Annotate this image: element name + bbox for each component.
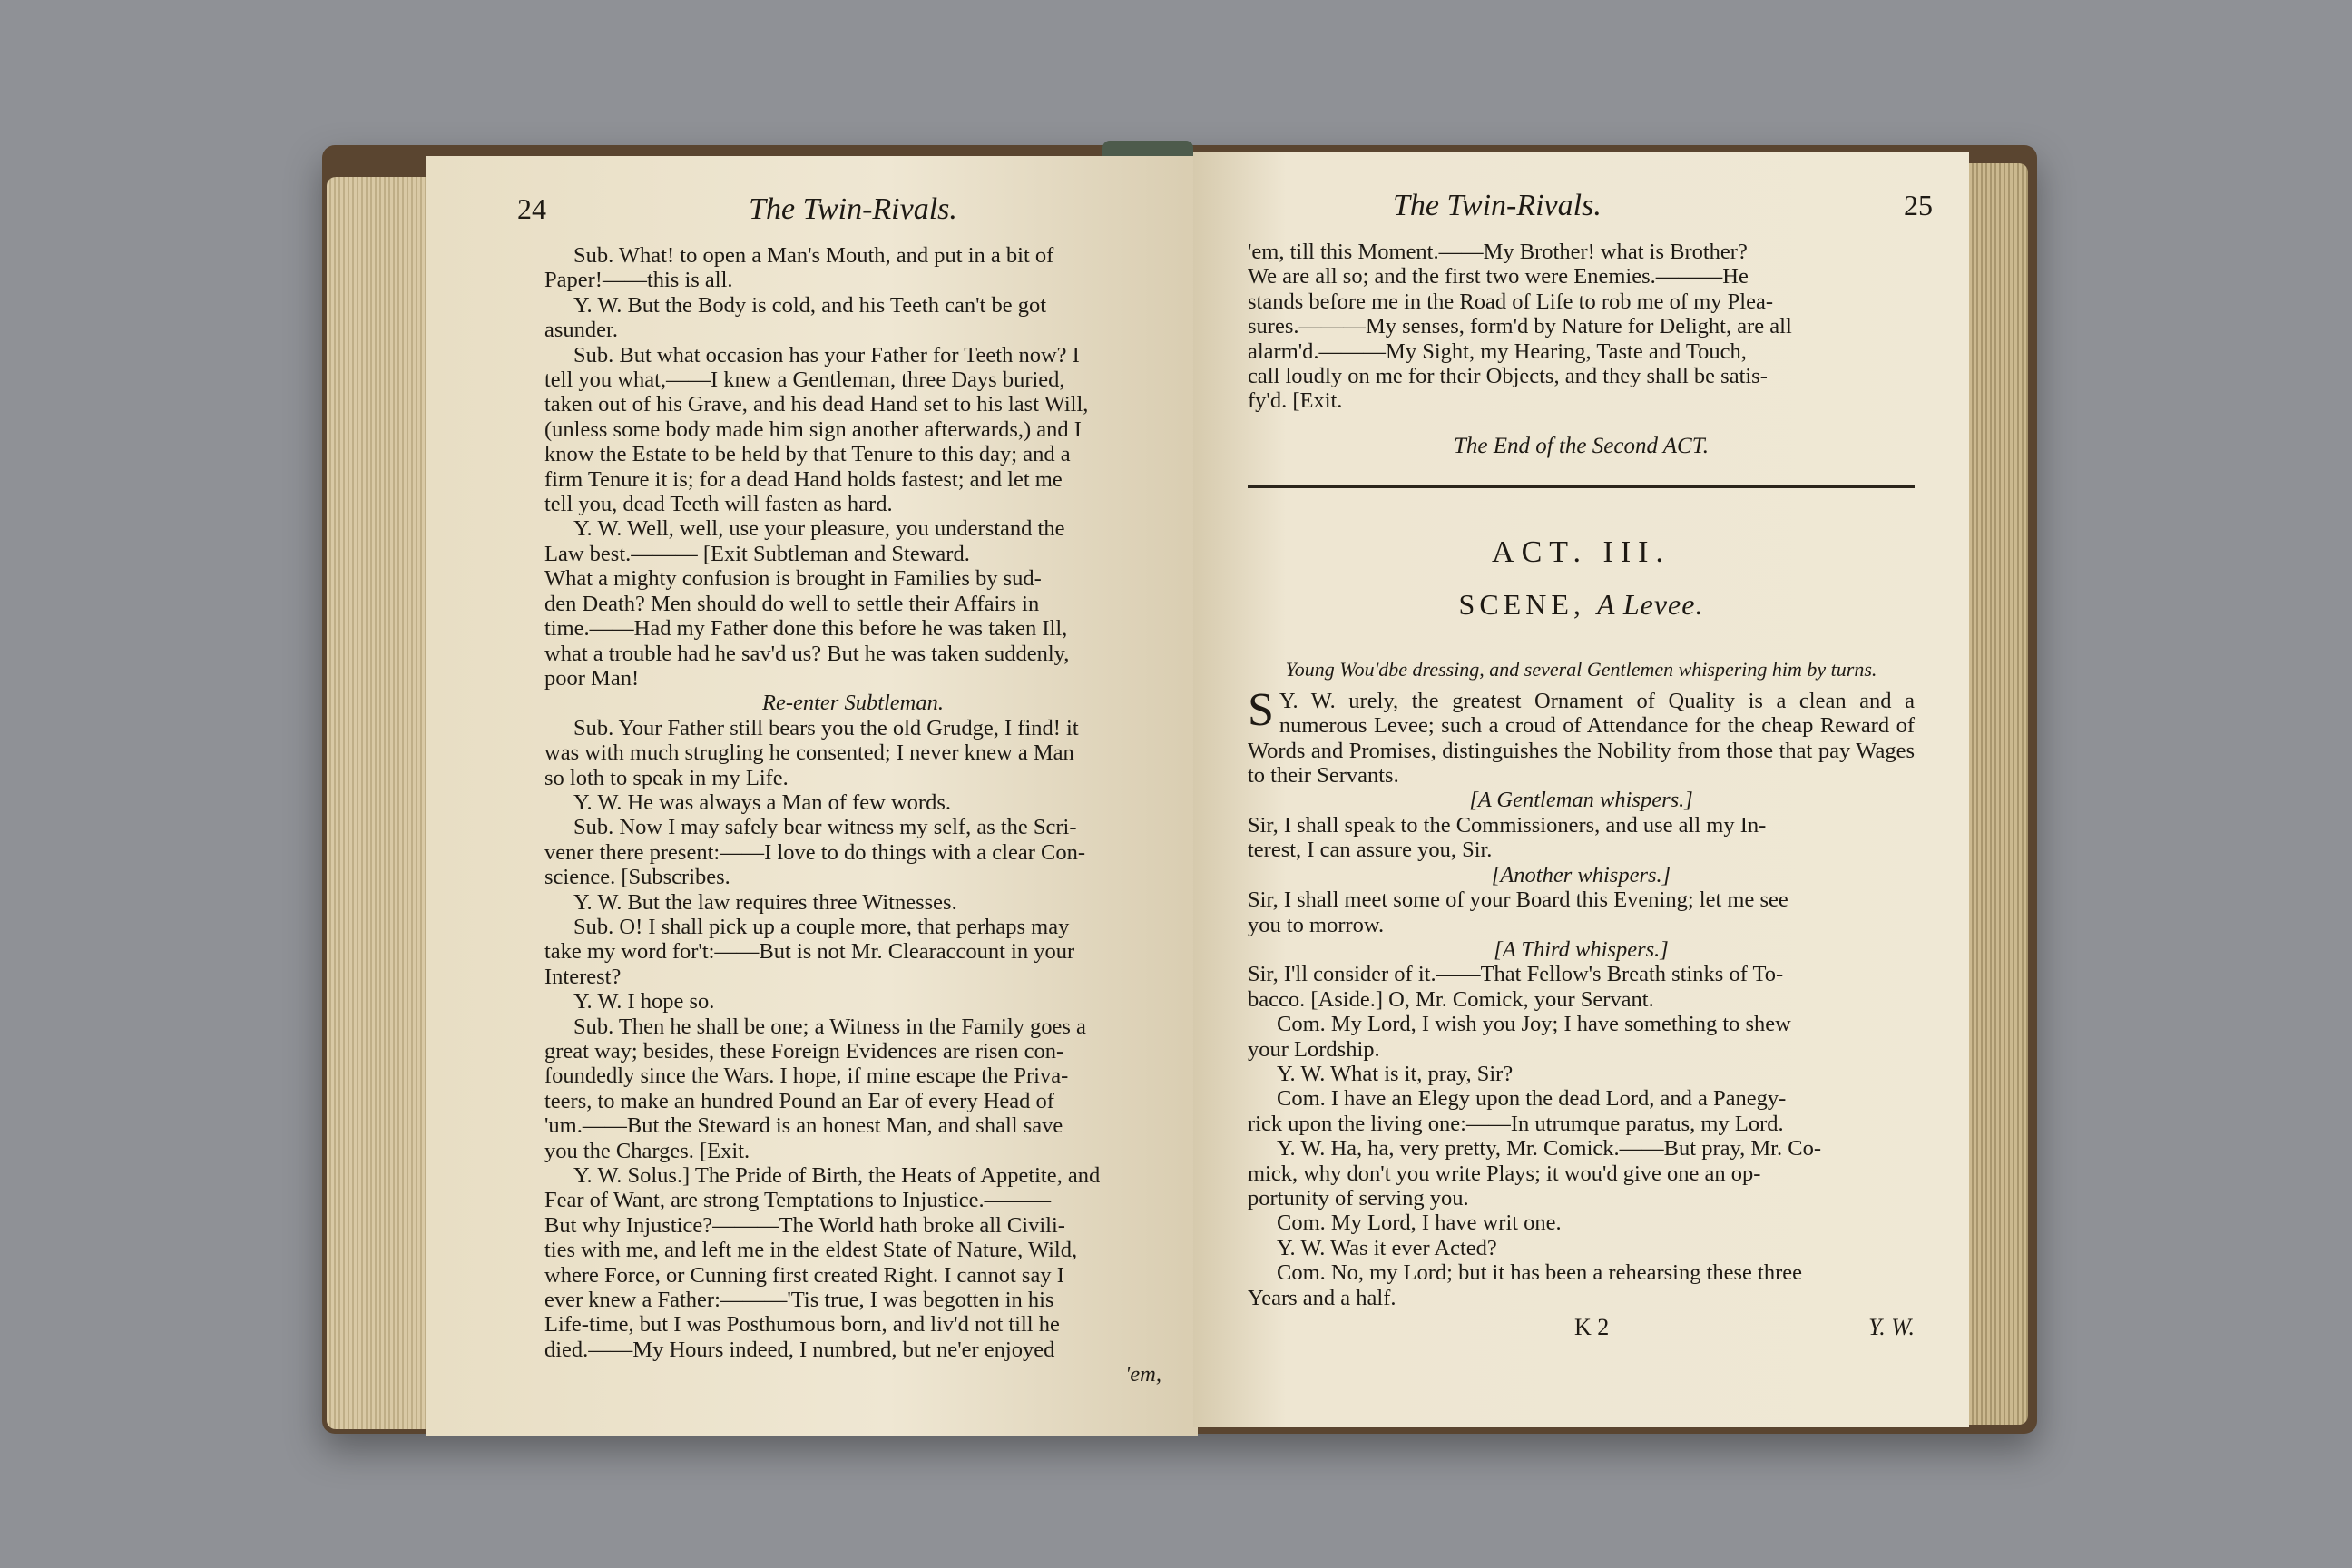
text-line: take my word for't:——But is not Mr. Clearaccount in your	[544, 939, 1075, 965]
text-line: Sub. But what occasion has your Father for Teeth now? I	[573, 342, 1080, 368]
text-line: time.——Had my Father done this before he was taken Ill,	[544, 616, 1068, 642]
text-line: Fear of Want, are strong Temptations to Injustice.———	[544, 1188, 1052, 1213]
text-line: tell you what,——I knew a Gentleman, three Days buried,	[544, 368, 1065, 393]
divider-rule	[1248, 485, 1915, 488]
text-line: Y. W. Was it ever Acted?	[1277, 1235, 1497, 1260]
text-line: Y. W. But the Body is cold, and his Teeth can't be got	[573, 292, 1047, 318]
text-line: portunity of serving you.	[1248, 1185, 1469, 1210]
text-line: taken out of his Grave, and his dead Hand set to his last Will,	[544, 392, 1089, 417]
text-line: call loudly on me for their Objects, and they shall be satis-	[1248, 364, 1768, 389]
text-line: Sir, I'll consider of it.——That Fellow's Breath stinks of To-	[1248, 962, 1784, 987]
text-line: Y. W. Ha, ha, very pretty, Mr. Comick.——But pray, Mr. Co-	[1277, 1136, 1821, 1161]
text-line: Interest?	[544, 964, 622, 989]
drop-capital: S	[1248, 683, 1274, 736]
act-heading: ACT. III.	[1492, 534, 1671, 569]
text-line: what a trouble had he sav'd us? But he was taken suddenly,	[544, 641, 1070, 666]
text-line: Sir, I shall meet some of your Board this Evening; let me see	[1248, 887, 1788, 913]
text-line: you to morrow.	[1248, 912, 1385, 937]
text-line: Y. W. But the law requires three Witnesses.	[573, 889, 957, 915]
right-page-bottom-text	[1248, 788, 1915, 1310]
text-line: [A Third whispers.]	[1494, 936, 1669, 962]
text-line: 'em, till this Moment.——My Brother! what is Brother?	[1248, 240, 1748, 264]
page-edges-right	[1965, 163, 2028, 1425]
text-line: rick upon the living one:——In utrumque paratus, my Lord.	[1248, 1111, 1784, 1136]
end-of-act: The End of the Second ACT.	[1454, 433, 1709, 458]
right-page-number: 25	[1904, 189, 1933, 221]
text-line: Y. W. What is it, pray, Sir?	[1277, 1061, 1514, 1086]
scene-word: SCENE,	[1458, 587, 1585, 621]
text-line: mick, why don't you write Plays; it wou'd give one an op-	[1248, 1161, 1761, 1186]
text-line: [Another whispers.]	[1491, 862, 1671, 887]
left-catchword: 'em,	[1125, 1362, 1161, 1387]
text-line: your Lordship.	[1248, 1036, 1380, 1062]
left-page	[426, 156, 1198, 1436]
text-line: den Death? Men should do well to settle their Affairs in	[544, 591, 1040, 616]
first-speech	[1248, 683, 1916, 789]
text-line: Sub. O! I shall pick up a couple more, that perhaps may	[573, 914, 1070, 939]
text-line: Life-time, but I was Posthumous born, and liv'd not till he	[544, 1312, 1060, 1338]
text-line: vener there present:——I love to do things with a clear Con-	[544, 839, 1085, 865]
text-line: Re-enter Subtleman.	[761, 691, 945, 716]
scene-heading	[1248, 588, 1915, 622]
text-line: firm Tenure it is; for a dead Hand holds fastest; and let me	[544, 466, 1063, 492]
text-line: know the Estate to be held by that Tenure to this day; and a	[544, 442, 1071, 467]
text-line: Com. I have an Elegy upon the dead Lord, and a Panegy-	[1277, 1086, 1787, 1112]
text-line: Years and a half.	[1248, 1285, 1396, 1310]
right-page	[1193, 152, 1969, 1427]
text-line: was with much strugling he consented; I never knew a Man	[544, 740, 1074, 766]
text-line: fy'd. [Exit.	[1248, 388, 1343, 414]
text-line: Y. W. He was always a Man of few words.	[573, 789, 951, 815]
text-line: Sub. Then he shall be one; a Witness in the Family goes a	[573, 1014, 1086, 1039]
scene-subtitle: A Levee.	[1596, 587, 1704, 621]
first-speech-text: urely, the greatest Ornament of Quality is a clean and a numerous Levee; such a croud of Attendance for the cheap Reward of Words and Promises, distinguishes the Nobility from those that pay Wages to their Servants.	[1248, 688, 1916, 789]
right-running-head	[1248, 189, 1933, 240]
text-line: poor Man!	[544, 665, 640, 691]
left-page-text	[544, 243, 1161, 1362]
signature-mark: K 2	[1574, 1314, 1610, 1340]
text-line: great way; besides, these Foreign Evidences are risen con-	[544, 1039, 1064, 1063]
text-line: alarm'd.———My Sight, my Hearing, Taste and Touch,	[1248, 338, 1747, 364]
left-running-title: The Twin-Rivals.	[749, 192, 957, 226]
text-line: terest, I can assure you, Sir.	[1248, 838, 1493, 863]
text-line: tell you, dead Teeth will fasten as hard.	[544, 492, 893, 517]
text-line: Sub. Now I may safely bear witness my self, as the Scri-	[573, 815, 1077, 840]
page-footer	[1248, 1314, 1915, 1341]
text-line: What a mighty confusion is brought in Families by sud-	[544, 566, 1042, 592]
text-line: you the Charges. [Exit.	[544, 1138, 750, 1163]
text-line: ties with me, and left me in the eldest State of Nature, Wild,	[544, 1238, 1078, 1263]
text-line: Y. W. Well, well, use your pleasure, you understand the	[573, 516, 1065, 542]
text-line: Com. My Lord, I have writ one.	[1277, 1210, 1562, 1236]
text-line: Com. No, my Lord; but it has been a rehearsing these three	[1277, 1260, 1802, 1286]
text-line: Sub. Your Father still bears you the old Grudge, I find! it	[573, 715, 1079, 740]
text-line: sures.———My senses, form'd by Nature for Delight, are all	[1248, 314, 1792, 339]
text-line: where Force, or Cunning first created Right. I cannot say I	[544, 1262, 1064, 1288]
right-running-title: The Twin-Rivals.	[1393, 189, 1602, 222]
text-line: ever knew a Father:———'Tis true, I was begotten in his	[544, 1288, 1054, 1313]
text-line: died.——My Hours indeed, I numbred, but ne'er enjoyed	[544, 1337, 1055, 1362]
text-line: (unless some body made him sign another afterwards,) and I	[544, 416, 1082, 442]
text-line: asunder.	[544, 318, 618, 343]
text-line: bacco. [Aside.] O, Mr. Comick, your Servant.	[1248, 986, 1654, 1012]
right-page-top-text	[1248, 240, 1915, 414]
text-line: Sub. What! to open a Man's Mouth, and put in a bit of	[573, 243, 1054, 268]
text-line: Sir, I shall speak to the Commissioners, and use all my In-	[1248, 812, 1767, 838]
text-line: 'um.——But the Steward is an honest Man, and shall save	[544, 1113, 1063, 1139]
text-line: science. [Subscribes.	[544, 865, 730, 890]
text-line: Com. My Lord, I wish you Joy; I have something to shew	[1277, 1012, 1791, 1037]
text-line: Paper!——this is all.	[544, 268, 733, 293]
text-line: Law best.——— [Exit Subtleman and Steward.	[544, 541, 970, 566]
left-running-head	[517, 192, 1161, 243]
text-line: so loth to speak in my Life.	[544, 765, 789, 790]
text-line: foundedly since the Wars. I hope, if mine escape the Priva-	[544, 1063, 1069, 1089]
text-line: Y. W. Solus.] The Pride of Birth, the Heats of Appetite, and	[573, 1163, 1101, 1189]
text-line: [A Gentleman whispers.]	[1469, 788, 1693, 813]
text-line: Y. W. I hope so.	[573, 989, 715, 1014]
text-line: teers, to make an hundred Pound an Ear of every Head of	[544, 1088, 1054, 1113]
stage-direction: Young Wou'dbe dressing, and several Gentlemen whispering him by turns.	[1285, 657, 1877, 681]
text-line: stands before me in the Road of Life to rob me of my Plea-	[1248, 289, 1773, 314]
left-page-number: 24	[517, 192, 546, 225]
right-catchword: Y. W.	[1868, 1314, 1915, 1340]
speaker-label: Y. W.	[1279, 688, 1336, 713]
text-line: But why Injustice?———The World hath broke all Civili-	[544, 1212, 1065, 1238]
text-line: We are all so; and the first two were Enemies.———He	[1248, 264, 1749, 289]
